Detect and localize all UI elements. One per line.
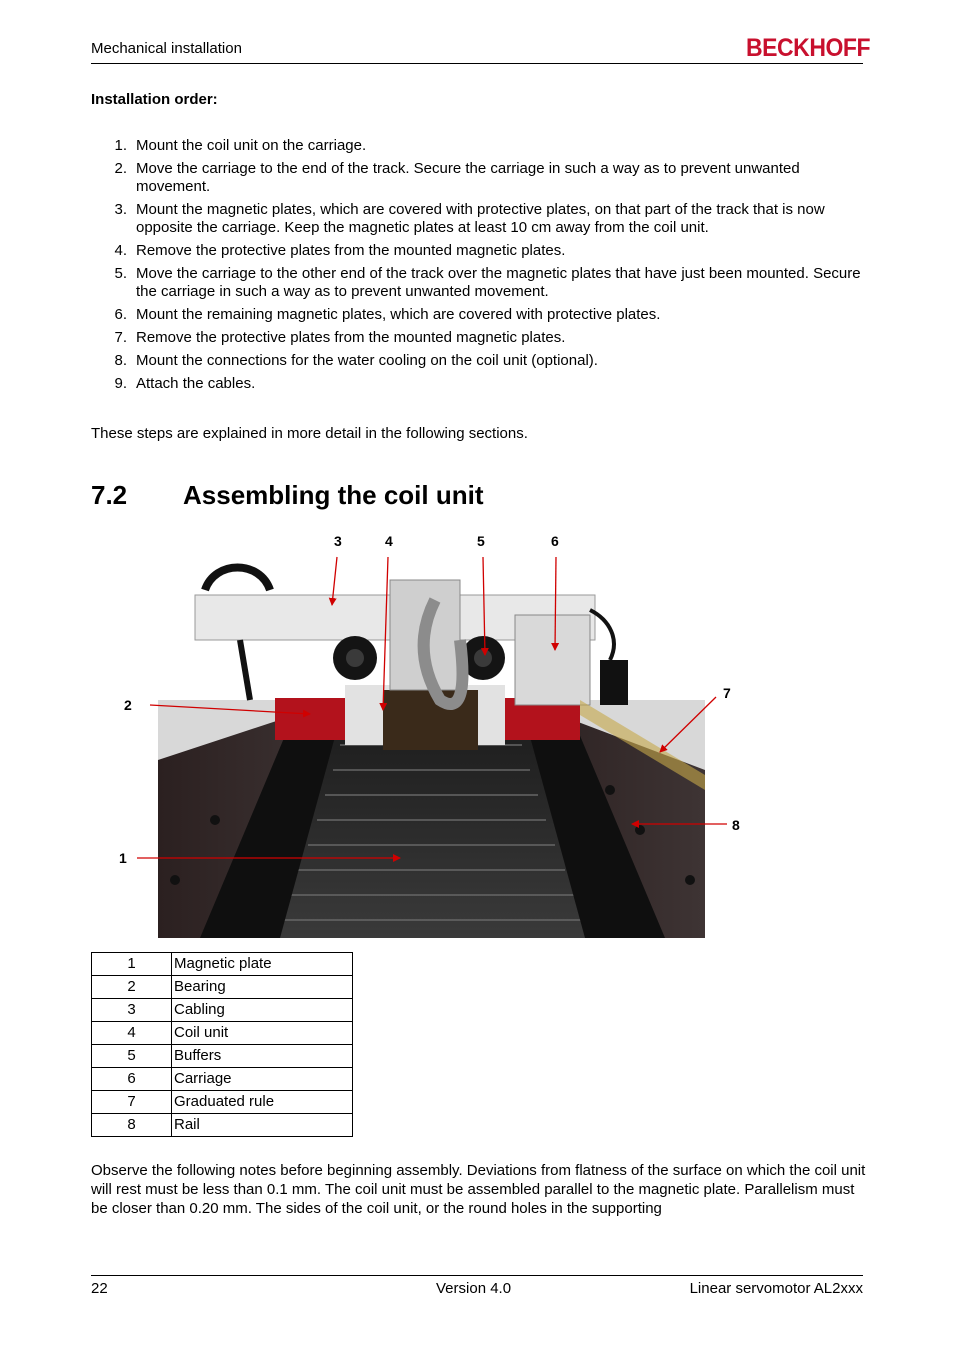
callout-label-7: 7 <box>723 685 731 701</box>
steps-followup-text: These steps are explained in more detail in the following sections. <box>91 425 528 442</box>
table-row: 3 Cabling <box>92 999 353 1022</box>
beckhoff-logo: BECKHOFF <box>746 34 871 62</box>
step-item: 1. Mount the coil unit on the carriage. <box>114 137 367 154</box>
document-version: Version 4.0 <box>436 1280 512 1297</box>
callout-label-6: 6 <box>551 533 559 549</box>
step-item: 3. Mount the magnetic plates, which are covered with protective plates, on that part of the track that is now opposite the carriage. Keep the magnetic plates at least 10 cm away from the coil unit. <box>114 201 825 236</box>
step-item: 6. Mount the remaining magnetic plates, which are covered with protective plates. <box>114 306 661 323</box>
section-title: Assembling the coil unit <box>183 480 484 510</box>
assembly-notes-paragraph: Observe the following notes before beginning assembly. Deviations from flatness of the surface on which the coil unit will rest must be less than 0.1 mm. The coil unit must be assembled parallel to the magnetic plate. Parallelism must be closer than 0.20 mm. The sides of the coil unit, or the round holes in the supporting <box>91 1162 866 1217</box>
footer-divider <box>91 1275 863 1276</box>
product-name: Linear servomotor AL2xxx <box>689 1280 863 1297</box>
callout-label-3: 3 <box>334 533 342 549</box>
installation-steps-list <box>91 137 863 398</box>
step-item: 9. Attach the cables. <box>114 375 256 392</box>
table-row: 2 Bearing <box>92 976 353 999</box>
callout-label-8: 8 <box>732 817 740 833</box>
step-item: 2. Move the carriage to the end of the track. Secure the carriage in such a way as to prevent unwanted movement. <box>114 160 800 195</box>
installation-order-heading: Installation order: <box>91 91 218 108</box>
callout-label-1: 1 <box>119 850 127 866</box>
step-item: 7. Remove the protective plates from the mounted magnetic plates. <box>114 329 566 346</box>
table-row: 8 Rail <box>92 1114 353 1137</box>
coil-unit-figure <box>110 530 750 942</box>
callout-label-2: 2 <box>124 697 132 713</box>
table-row: 4 Coil unit <box>92 1022 353 1045</box>
header-divider <box>91 63 863 64</box>
step-item: 5. Move the carriage to the other end of the track over the magnetic plates that have just been mounted. Secure the carriage in such a way as to prevent unwanted movement. <box>114 265 861 300</box>
step-item: 4. Remove the protective plates from the mounted magnetic plates. <box>114 242 566 259</box>
table-row: 1 Magnetic plate <box>92 953 353 976</box>
step-item: 8. Mount the connections for the water cooling on the coil unit (optional). <box>114 352 598 369</box>
callout-label-4: 4 <box>385 533 393 549</box>
callout-label-5: 5 <box>477 533 485 549</box>
section-number: 7.2 <box>91 480 128 510</box>
table-row: 6 Carriage <box>92 1068 353 1091</box>
table-row: 7 Graduated rule <box>92 1091 353 1114</box>
figure-legend-table <box>91 952 353 1137</box>
header-section-title: Mechanical installation <box>91 40 242 57</box>
page-number: 22 <box>91 1280 108 1297</box>
machine-photo <box>158 568 705 939</box>
table-row: 5 Buffers <box>92 1045 353 1068</box>
